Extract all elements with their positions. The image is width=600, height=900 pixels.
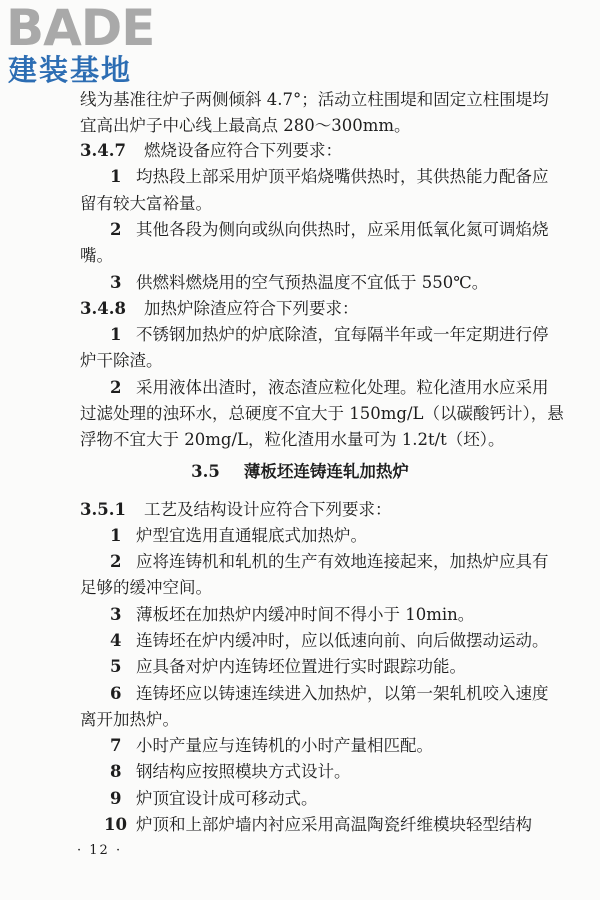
item-number: 5 xyxy=(110,657,122,676)
text-line: 过滤处理的浊环水，总硬度不宜大于 150mg/L（以碳酸钙计），悬 xyxy=(80,404,564,423)
section-number: 3.5 xyxy=(191,462,220,481)
clause-number: 3.4.8 xyxy=(80,299,126,318)
section-title: 薄板坯连铸连轧加热炉 xyxy=(243,462,409,481)
text-line: 浮物不宜大于 20mg/L，粒化渣用水量可为 1.2t/t（坯）。 xyxy=(80,430,505,449)
text-line: 足够的缓冲空间。 xyxy=(80,578,212,597)
section-heading xyxy=(0,461,600,483)
logo-wordmark: BADE xyxy=(6,0,155,57)
clause-number: 3.4.7 xyxy=(80,141,126,160)
page-number: · 12 · xyxy=(77,843,123,858)
item-number: 2 xyxy=(110,552,122,571)
item-number: 1 xyxy=(110,526,122,545)
item-number: 9 xyxy=(110,789,122,808)
item-1: 1 炉型宜选用直通辊底式加热炉。 xyxy=(110,526,367,545)
item-1: 1 均热段上部采用炉顶平焰烧嘴供热时，其供热能力配备应 xyxy=(110,167,549,186)
item-number: 3 xyxy=(110,605,122,624)
item-2: 2 应将连铸机和轧机的生产有效地连接起来，加热炉应具有 xyxy=(110,552,549,571)
item-number: 1 xyxy=(110,325,122,344)
item-9: 9 炉顶宜设计成可移动式。 xyxy=(110,789,318,808)
item-number: 1 xyxy=(110,167,122,186)
item-10: 10 炉顶和上部炉墙内衬应采用高温陶瓷纤维模块轻型结构 xyxy=(104,815,532,834)
clause-3-5-1: 3.5.1 工艺及结构设计应符合下列要求： xyxy=(80,500,392,519)
text-line: 嘴。 xyxy=(80,246,113,265)
item-6: 6 连铸坯应以铸速连续进入加热炉，以第一架轧机咬入速度 xyxy=(110,684,549,703)
text-line: 炉干除渣。 xyxy=(80,351,163,370)
clause-number: 3.5.1 xyxy=(80,500,126,519)
item-8: 8 钢结构应按照模块方式设计。 xyxy=(110,762,351,781)
item-5: 5 应具备对炉内连铸坯位置进行实时跟踪功能。 xyxy=(110,657,466,676)
item-4: 4 连铸坯在炉内缓冲时，应以低速向前、向后做摆动运动。 xyxy=(110,631,549,650)
text-line: 离开加热炉。 xyxy=(80,710,179,729)
item-2: 2 采用液体出渣时，液态渣应粒化处理。粒化渣用水应采用 xyxy=(110,378,549,397)
text-line: 留有较大富裕量。 xyxy=(80,194,212,213)
clause-3-4-8: 3.4.8 加热炉除渣应符合下列要求： xyxy=(80,299,359,318)
item-number: 2 xyxy=(110,220,122,239)
clause-3-4-7: 3.4.7 燃烧设备应符合下列要求： xyxy=(80,141,342,160)
item-3: 3 薄板坯在加热炉内缓冲时间不得小于 10min。 xyxy=(110,605,475,624)
item-number: 10 xyxy=(104,815,127,834)
item-7: 7 小时产量应与连铸机的小时产量相匹配。 xyxy=(110,736,433,755)
item-number: 4 xyxy=(110,631,122,650)
logo-subtitle: 建装基地 xyxy=(8,53,133,87)
text-line: 线为基准往炉子两侧倾斜 4.7°；活动立柱围堤和固定立柱围堤均 xyxy=(80,90,549,109)
item-2: 2 其他各段为侧向或纵向供热时，应采用低氧化氮可调焰烧 xyxy=(110,220,549,239)
item-number: 8 xyxy=(110,762,122,781)
text-line: 宜高出炉子中心线上最高点 280～300mm。 xyxy=(80,116,411,135)
bade-logo xyxy=(6,2,154,86)
item-3: 3 供燃料燃烧用的空气预热温度不宜低于 550℃。 xyxy=(110,273,489,292)
item-number: 7 xyxy=(110,736,122,755)
item-number: 3 xyxy=(110,273,122,292)
item-number: 2 xyxy=(110,378,122,397)
item-number: 6 xyxy=(110,684,122,703)
item-1: 1 不锈钢加热炉的炉底除渣，宜每隔半年或一年定期进行停 xyxy=(110,325,549,344)
